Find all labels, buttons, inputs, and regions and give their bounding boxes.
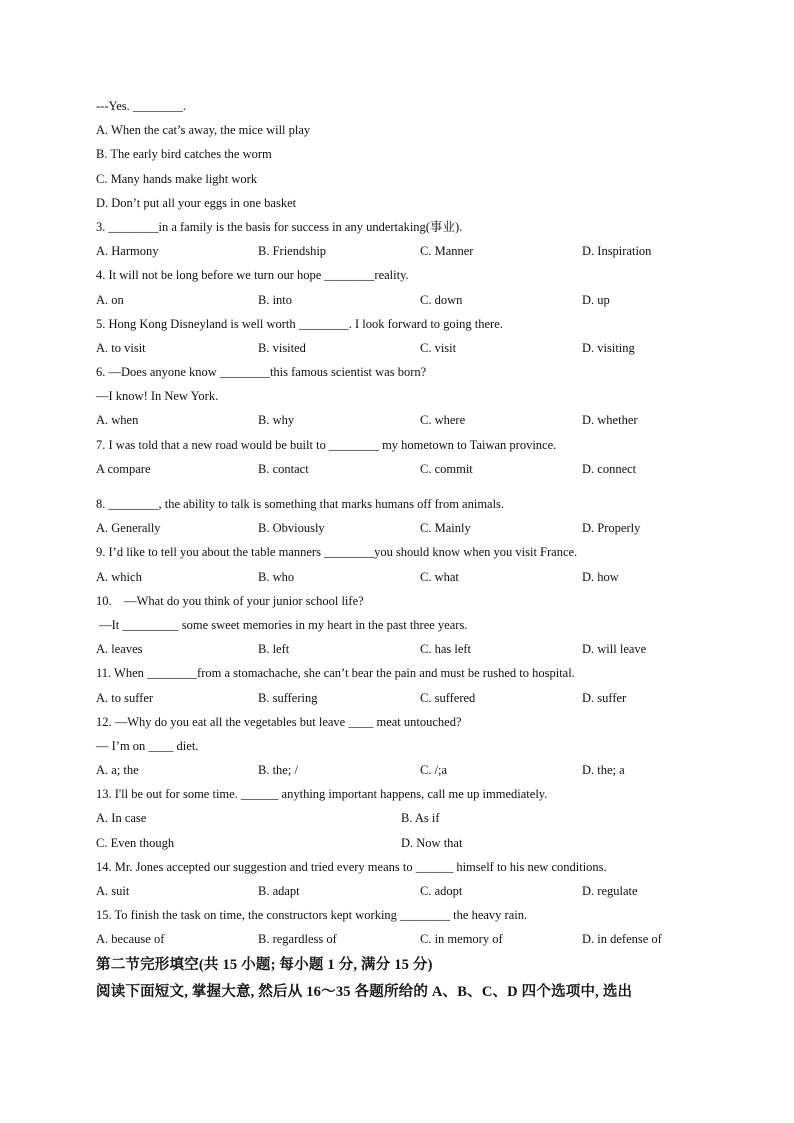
question-response: —I know! In New York.	[96, 389, 219, 404]
option-c: C. commit	[420, 461, 473, 476]
option-row	[96, 457, 706, 481]
option-row	[96, 758, 706, 782]
option-c: C. /;a	[420, 763, 448, 778]
option-a: A. suit	[96, 884, 130, 898]
option-row	[96, 239, 706, 263]
question-stem: 3. ________in a family is the basis for success in any undertaking(事业).	[96, 219, 463, 234]
option-d: D. Inspiration	[582, 244, 652, 259]
option-b: B. regardless of	[258, 932, 337, 947]
option-b: B. the; /	[258, 763, 298, 778]
option-b: B. contact	[258, 461, 309, 476]
option-a: A compare	[96, 461, 151, 476]
option-d: D. Properly	[582, 521, 641, 536]
question-list	[96, 215, 706, 952]
option-c: C. adopt	[420, 884, 463, 898]
option-b: B. who	[258, 569, 295, 584]
option-a: A. Harmony	[96, 244, 159, 259]
option-a: A. a; the	[96, 763, 139, 778]
question-stem: 5. Hong Kong Disneyland is well worth ________. I look forward to going there.	[96, 316, 503, 331]
question-stem: 10. —What do you think of your junior school life?	[96, 593, 364, 608]
option-c: C. has left	[420, 642, 472, 657]
option-a: A. leaves	[96, 642, 143, 657]
option-b: B. left	[258, 642, 290, 657]
option-c: C. where	[420, 413, 466, 428]
option-b: B. into	[258, 292, 293, 307]
option-d: D. connect	[582, 461, 637, 476]
option-d: D. will leave	[582, 642, 647, 657]
option-row	[96, 408, 706, 432]
intro-option-a: A. When the cat’s away, the mice will play	[96, 123, 311, 138]
question-stem: 13. I'll be out for some time. ______ anything important happens, call me up immediately.	[96, 787, 548, 802]
option-a: A. to suffer	[96, 690, 154, 705]
question-stem: 6. —Does anyone know ________this famous scientist was born?	[96, 365, 427, 380]
question-stem: 9. I’d like to tell you about the table manners ________you should know when you visit France.	[96, 545, 578, 560]
intro-option-b: B. The early bird catches the worm	[96, 147, 272, 162]
option-b: B. Obviously	[258, 521, 325, 536]
option-row	[96, 806, 706, 830]
option-c: C. Mainly	[420, 521, 471, 536]
option-row	[96, 336, 706, 360]
option-d: D. Now that	[401, 835, 463, 850]
option-a: A. In case	[96, 811, 147, 826]
option-d: D. up	[582, 292, 610, 307]
option-a: A. Generally	[96, 521, 161, 536]
option-c: C. visit	[420, 340, 457, 355]
option-a: A. to visit	[96, 340, 146, 355]
option-row	[96, 831, 706, 855]
option-a: A. because of	[96, 932, 165, 947]
option-a: A. which	[96, 569, 142, 584]
question-stem: 11. When ________from a stomachache, she can’t bear the pain and must be rushed to hospital.	[96, 666, 575, 681]
option-row	[96, 516, 706, 540]
option-d: D. the; a	[582, 763, 625, 778]
option-b: B. As if	[401, 811, 440, 826]
option-b: B. adapt	[258, 884, 300, 898]
option-c: C. Manner	[420, 244, 474, 259]
option-row	[96, 637, 706, 661]
intro-dialog: ---Yes. ________.	[96, 99, 187, 113]
question-response: —It _________ some sweet memories in my heart in the past three years.	[96, 617, 468, 632]
spacer	[96, 481, 706, 492]
option-row	[96, 288, 706, 312]
option-c: C. Even though	[96, 835, 175, 850]
option-a: A. on	[96, 292, 124, 307]
section-instruction: 阅读下面短文, 掌握大意, 然后从 16～35 各题所给的 A、B、C、D 四个选项中, 选出	[96, 983, 633, 1000]
question-stem: 15. To finish the task on time, the constructors kept working ________ the heavy rain.	[96, 908, 528, 923]
option-d: D. suffer	[582, 690, 627, 705]
option-b: B. Friendship	[258, 244, 327, 259]
option-c: C. suffered	[420, 690, 476, 705]
question-stem: 4. It will not be long before we turn our hope ________reality.	[96, 268, 409, 283]
option-c: C. what	[420, 569, 459, 584]
intro-option-d: D. Don’t put all your eggs in one basket	[96, 195, 297, 210]
option-a: A. when	[96, 413, 139, 428]
section-title: 第二节完形填空(共 15 小题; 每小题 1 分, 满分 15 分)	[96, 956, 433, 973]
option-c: C. down	[420, 292, 463, 307]
option-row	[96, 686, 706, 710]
question-stem: 12. —Why do you eat all the vegetables but leave ____ meat untouched?	[96, 714, 462, 729]
option-d: D. how	[582, 569, 619, 584]
intro-option-c: C. Many hands make light work	[96, 171, 258, 186]
option-b: B. why	[258, 413, 295, 428]
option-b: B. suffering	[258, 690, 318, 705]
question-stem: 8. ________, the ability to talk is something that marks humans off from animals.	[96, 497, 505, 511]
option-row	[96, 565, 706, 589]
option-b: B. visited	[258, 340, 306, 355]
option-d: D. visiting	[582, 340, 635, 355]
option-d: D. whether	[582, 413, 638, 428]
question-response: — I’m on ____ diet.	[96, 738, 199, 753]
option-d: D. regulate	[582, 884, 638, 898]
option-c: C. in memory of	[420, 932, 503, 947]
question-stem: 7. I was told that a new road would be built to ________ my hometown to Taiwan province.	[96, 437, 557, 452]
option-row	[96, 879, 706, 903]
question-stem: 14. Mr. Jones accepted our suggestion and tried every means to ______ himself to his new conditions.	[96, 859, 607, 874]
worksheet-page	[96, 94, 706, 1006]
option-row	[96, 927, 706, 951]
option-d: D. in defense of	[582, 932, 662, 947]
